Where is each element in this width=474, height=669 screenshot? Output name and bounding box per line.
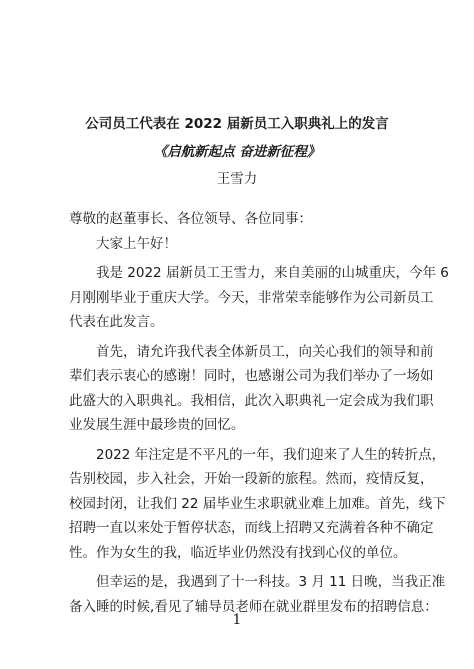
greeting-line: 尊敬的赵董事长、各位领导、各位同事： — [69, 211, 312, 227]
paragraph-line: 大家上午好！ — [96, 235, 177, 252]
paragraph-line: 此盛大的入职典礼。我相信，此次入职典礼一定会成为我们职 — [69, 392, 434, 409]
paragraph-line: 月刚刚毕业于重庆大学。今天，非常荣幸能够作为公司新员工 — [69, 289, 434, 306]
paragraph-line: 2022 年注定是不平凡的一年，我们迎来了人生的转折点， — [96, 446, 446, 463]
paragraph-line: 辈们表示衷心的感谢！同时，也感谢公司为我们举办了一场如 — [69, 368, 434, 384]
paragraph-line: 招聘一直以来处于暂停状态，而线上招聘又充满着各种不确定 — [69, 520, 434, 536]
paragraph-line: 我是 2022 届新员工王雪力，来自美丽的山城重庆，今年 6 — [96, 265, 449, 281]
paragraph-line: 校园封闭，让我们 22 届毕业生求职就业难上加难。首先，线下 — [69, 495, 446, 512]
speech-body — [69, 207, 449, 619]
document-title: 公司员工代表在 2022 届新员工入职典礼上的发言 — [85, 116, 389, 132]
paragraph-line: 性。作为女生的我，临近毕业仍然没有找到心仪的单位。 — [69, 544, 407, 561]
paragraph-line: 首先，请允许我代表全体新员工，向关心我们的领导和前 — [96, 343, 434, 360]
paragraph-line: 但幸运的是，我遇到了十一科技。3 月 11 日晚，当我正准 — [96, 574, 446, 590]
paragraph-line: 代表在此发言。 — [69, 314, 164, 330]
paragraph-line: 备入睡的时候,看见了辅导员老师在就业群里发布的招聘信息： — [69, 598, 438, 615]
paragraph-line: 业发展生涯中最珍贵的回忆。 — [69, 417, 245, 433]
paragraph-line: 告别校园，步入社会，开始一段新的旅程。然而，疫情反复， — [69, 471, 434, 487]
author-name: 王雪力 — [216, 171, 258, 187]
page-number: 1 — [232, 612, 242, 628]
document-subtitle: 《启航新起点 奋进新征程》 — [153, 144, 321, 160]
